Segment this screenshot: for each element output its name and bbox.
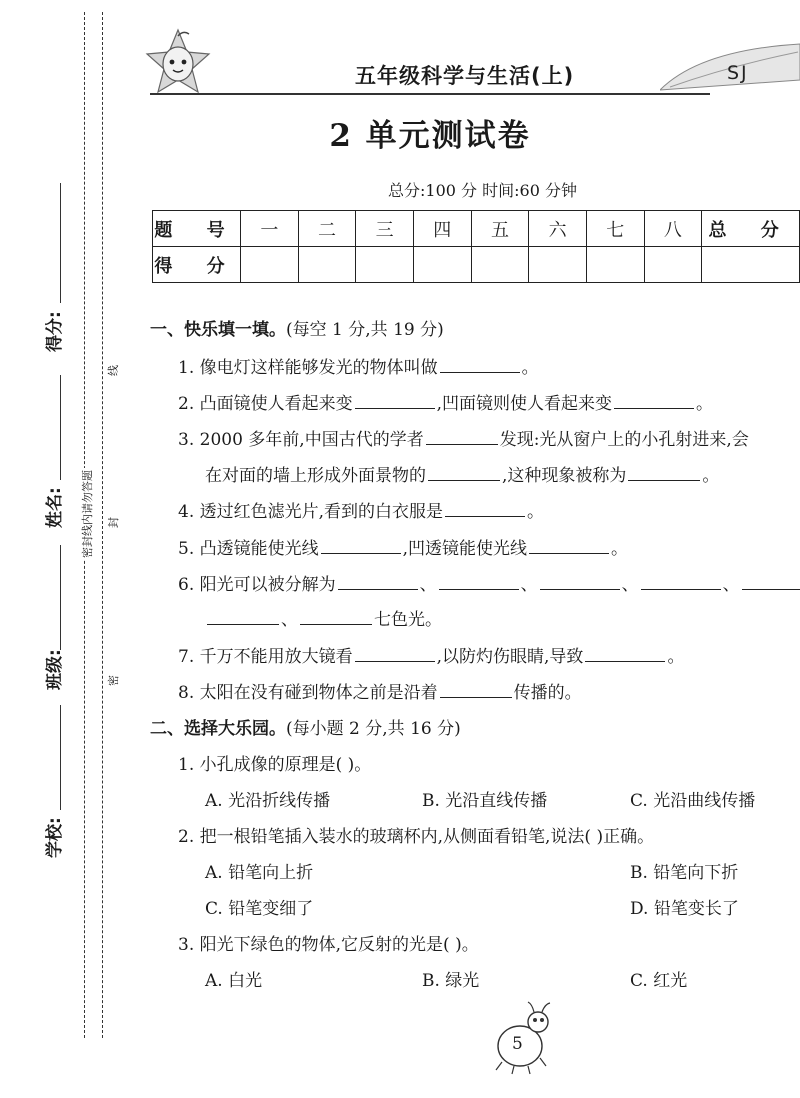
section1-heading: [150, 315, 444, 340]
separator: 、: [722, 575, 740, 595]
fill-question-3: [178, 425, 749, 450]
score-field-label: 得分:: [45, 311, 65, 352]
separator: 、: [621, 575, 639, 595]
choice-option-a[interactable]: A. 铅笔向上折: [205, 863, 314, 883]
mascot-star-icon: [145, 28, 211, 98]
section2-note: (每小题 2 分,共 16 分): [286, 719, 461, 739]
answer-blank[interactable]: [207, 607, 279, 625]
answer-blank[interactable]: [439, 572, 519, 590]
choice-option-d[interactable]: D. 铅笔变长了: [630, 899, 739, 919]
class-field-label: 班级:: [45, 649, 65, 690]
answer-blank[interactable]: [300, 607, 372, 625]
score-cell[interactable]: [529, 247, 587, 283]
exam-meta: 总分:100 分 时间:60 分钟: [388, 181, 577, 200]
score-table: [152, 210, 800, 283]
fill-question-2: [178, 389, 713, 414]
question-text: 3. 2000 多年前,中国古代的学者: [178, 430, 424, 450]
score-table-col: 六: [529, 211, 587, 247]
binding-dashed-line-inner: [102, 12, 103, 1038]
seal-note: 密封线内请勿答题: [81, 470, 94, 558]
score-cell[interactable]: [413, 247, 471, 283]
fill-question-8: [178, 678, 582, 703]
answer-blank[interactable]: [445, 499, 525, 517]
score-table-row-label: 得 分: [153, 247, 241, 283]
answer-blank[interactable]: [440, 680, 512, 698]
school-field-label: 学校:: [45, 817, 65, 858]
section1-note: (每空 1 分,共 19 分): [286, 320, 444, 340]
question-text: 。: [696, 394, 714, 414]
question-text: 。: [667, 647, 685, 667]
question-text: 七色光。: [374, 610, 442, 630]
score-table-col: 三: [356, 211, 414, 247]
question-text: 8. 太阳在没有碰到物体之前是沿着: [178, 683, 438, 703]
score-cell[interactable]: [298, 247, 356, 283]
name-field-label: 姓名:: [45, 487, 65, 528]
choice-option-c[interactable]: C. 铅笔变细了: [205, 899, 314, 919]
score-cell[interactable]: [471, 247, 529, 283]
answer-blank[interactable]: [641, 572, 721, 590]
score-table-total-label: 总 分: [702, 211, 800, 247]
answer-blank[interactable]: [440, 355, 520, 373]
question-text: 。: [702, 466, 720, 486]
choice-option-b[interactable]: B. 绿光: [422, 971, 480, 991]
seal-char-line: 线: [107, 365, 120, 376]
score-table-row-label: 题 号: [153, 211, 241, 247]
answer-blank[interactable]: [426, 427, 498, 445]
page-number: 5: [512, 1034, 523, 1054]
exam-title: 2 单元测试卷: [329, 118, 531, 154]
score-table-score-row: [153, 247, 800, 283]
question-text: ,这种现象被称为: [502, 466, 627, 486]
school-field-line[interactable]: [60, 705, 61, 810]
score-table-col: 八: [644, 211, 702, 247]
seal-char-secret: 密: [107, 675, 120, 686]
separator: 、: [520, 575, 538, 595]
question-text: 。: [527, 502, 545, 522]
question-text: 发现:光从窗户上的小孔射进来,会: [499, 430, 749, 450]
seal-char-seal: 封: [107, 517, 120, 528]
fill-question-4: [178, 497, 544, 522]
answer-blank[interactable]: [355, 644, 435, 662]
question-text: ,以防灼伤眼睛,导致: [436, 647, 584, 667]
question-text: 。: [521, 358, 539, 378]
answer-blank[interactable]: [742, 572, 800, 590]
score-table-header-row: [153, 211, 800, 247]
score-cell[interactable]: [241, 247, 299, 283]
answer-blank[interactable]: [338, 572, 418, 590]
choice-option-a[interactable]: A. 白光: [205, 971, 263, 991]
fill-question-6: [178, 570, 800, 595]
answer-blank[interactable]: [321, 536, 401, 554]
question-text: 2. 凸面镜使人看起来变: [178, 394, 353, 414]
question-text: 5. 凸透镜能使光线: [178, 539, 319, 559]
question-text: 4. 透过红色滤光片,看到的白衣服是: [178, 502, 444, 522]
choice-option-c[interactable]: C. 光沿曲线传播: [630, 791, 756, 811]
score-cell[interactable]: [644, 247, 702, 283]
score-table-col: 一: [241, 211, 299, 247]
fill-question-5: [178, 534, 628, 559]
choice-option-b[interactable]: B. 铅笔向下折: [630, 863, 739, 883]
answer-blank[interactable]: [585, 644, 665, 662]
question-text: ,凹透镜能使光线: [402, 539, 528, 559]
choice-option-a[interactable]: A. 光沿折线传播: [205, 791, 331, 811]
class-field-line[interactable]: [60, 545, 61, 650]
question-text: 7. 千万不能用放大镜看: [178, 647, 353, 667]
answer-blank[interactable]: [540, 572, 620, 590]
score-table-col: 五: [471, 211, 529, 247]
fill-question-6-line2: [205, 605, 442, 630]
score-table-col: 四: [413, 211, 471, 247]
fill-question-3-line2: [205, 461, 719, 486]
score-field-line[interactable]: [60, 183, 61, 303]
fill-question-7: [178, 642, 684, 667]
score-table-col: 七: [586, 211, 644, 247]
header-title: 五年级科学与生活(上): [355, 64, 575, 88]
name-field-line[interactable]: [60, 375, 61, 480]
answer-blank[interactable]: [529, 536, 609, 554]
header-badge: SJ: [727, 62, 749, 84]
question-text: ,凹面镜则使人看起来变: [436, 394, 613, 414]
choice-option-c[interactable]: C. 红光: [630, 971, 688, 991]
bug-page-badge-icon: [488, 1000, 558, 1080]
answer-blank[interactable]: [428, 463, 500, 481]
section2-title: 二、选择大乐园。: [150, 719, 286, 739]
choice-question-2-stem: 2. 把一根铅笔插入装水的玻璃杯内,从侧面看铅笔,说法( )正确。: [178, 827, 655, 847]
separator: 、: [419, 575, 437, 595]
answer-blank[interactable]: [355, 391, 435, 409]
header-rule: [150, 93, 710, 95]
question-text: 在对面的墙上形成外面景物的: [205, 466, 426, 486]
fill-question-1: [178, 353, 539, 378]
question-text: 。: [611, 539, 629, 559]
section1-title: 一、快乐填一填。: [150, 320, 286, 340]
question-text: 6. 阳光可以被分解为: [178, 575, 336, 595]
score-table-col: 二: [298, 211, 356, 247]
answer-blank[interactable]: [628, 463, 700, 481]
score-cell[interactable]: [702, 247, 800, 283]
choice-question-3-stem: 3. 阳光下绿色的物体,它反射的光是( )。: [178, 935, 479, 955]
question-text: 1. 像电灯这样能够发光的物体叫做: [178, 358, 438, 378]
score-cell[interactable]: [586, 247, 644, 283]
choice-option-b[interactable]: B. 光沿直线传播: [422, 791, 548, 811]
separator: 、: [281, 610, 298, 630]
score-cell[interactable]: [356, 247, 414, 283]
section2-heading: [150, 714, 461, 739]
choice-question-1-stem: 1. 小孔成像的原理是( )。: [178, 755, 372, 775]
answer-blank[interactable]: [614, 391, 694, 409]
question-text: 传播的。: [513, 683, 582, 703]
